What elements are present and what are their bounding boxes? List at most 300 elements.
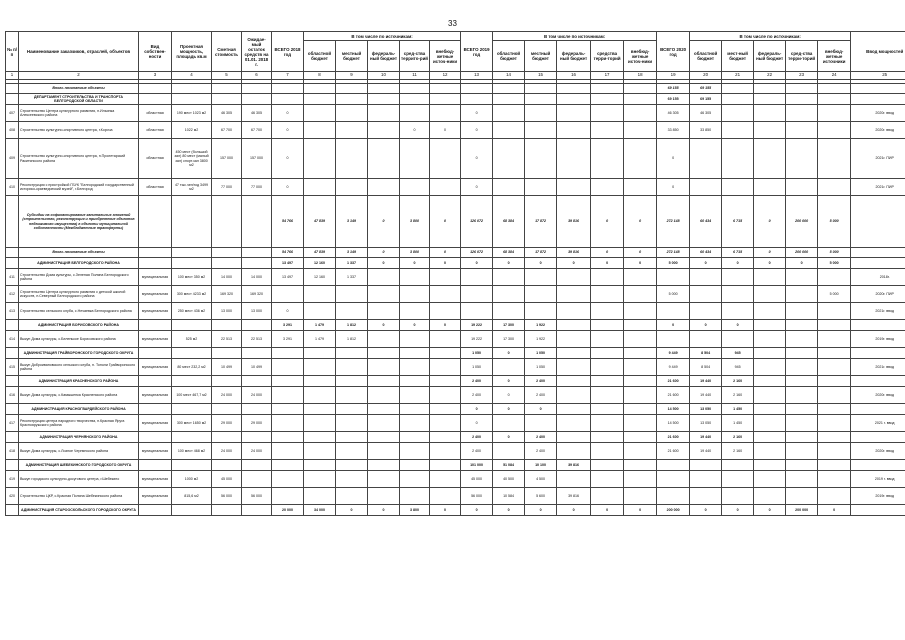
table-cell bbox=[624, 488, 657, 505]
table-cell bbox=[624, 84, 657, 94]
table-cell bbox=[212, 505, 242, 516]
table-cell bbox=[139, 505, 172, 516]
table-cell: Строительство Центра культурного развития, п.Ильинка Алексеевского района bbox=[19, 105, 139, 122]
table-header bbox=[6, 32, 905, 80]
table-cell: 0 bbox=[624, 196, 657, 248]
table-row bbox=[6, 179, 905, 196]
table-cell bbox=[400, 359, 430, 376]
table-cell bbox=[591, 404, 624, 415]
column-number: 14 bbox=[493, 72, 525, 80]
table-cell: 0 bbox=[493, 432, 525, 443]
table-cell bbox=[722, 471, 754, 488]
table-cell: 815,6 м2 bbox=[172, 488, 212, 505]
table-cell bbox=[139, 404, 172, 415]
header-source-2019-3: федераль-ный бюджет bbox=[557, 41, 591, 72]
table-cell: 21 600 bbox=[657, 432, 690, 443]
table-cell bbox=[172, 505, 212, 516]
table-cell: 6 715 bbox=[722, 196, 754, 248]
table-cell: ДЕПАРТАМЕНТ СТРОИТЕЛЬСТВА И ТРАНСПОРТА БЕЛГОРОДСКОЙ ОБЛАСТИ bbox=[19, 94, 139, 105]
table-cell: 0 bbox=[368, 196, 400, 248]
table-cell: 2021г. ввод bbox=[851, 359, 905, 376]
table-cell: 0 bbox=[368, 505, 400, 516]
header-source-2018-2: местный бюджет bbox=[336, 41, 368, 72]
table-cell bbox=[557, 432, 591, 443]
table-cell bbox=[591, 122, 624, 139]
table-cell: 0 bbox=[272, 179, 304, 196]
table-cell: 0 bbox=[400, 258, 430, 269]
table-cell bbox=[430, 348, 461, 359]
table-cell bbox=[430, 179, 461, 196]
column-number: 8 bbox=[304, 72, 336, 80]
table-cell: 0 bbox=[557, 505, 591, 516]
table-cell bbox=[368, 443, 400, 460]
table-cell: 1 337 bbox=[336, 258, 368, 269]
table-cell: 14 000 bbox=[242, 269, 272, 286]
table-cell: 47 839 bbox=[304, 248, 336, 258]
table-cell: 410 bbox=[6, 179, 19, 196]
table-cell: муниципальная bbox=[139, 331, 172, 348]
table-cell bbox=[624, 359, 657, 376]
table-cell: 0 bbox=[722, 258, 754, 269]
table-cell bbox=[786, 488, 818, 505]
table-cell: 272 148 bbox=[657, 248, 690, 258]
table-cell bbox=[591, 415, 624, 432]
table-cell: 0 bbox=[493, 404, 525, 415]
table-cell bbox=[818, 331, 851, 348]
table-cell: 0 bbox=[591, 258, 624, 269]
header-source-2019-4: средства терри-торий bbox=[591, 41, 624, 72]
table-row bbox=[6, 359, 905, 376]
table-cell bbox=[304, 415, 336, 432]
table-cell: 2 400 bbox=[461, 443, 493, 460]
table-cell bbox=[786, 359, 818, 376]
table-cell: 417 bbox=[6, 415, 19, 432]
table-cell bbox=[690, 471, 722, 488]
table-cell bbox=[172, 432, 212, 443]
table-cell: 1000 м2 bbox=[172, 471, 212, 488]
table-cell bbox=[400, 105, 430, 122]
table-cell bbox=[525, 269, 557, 286]
table-cell: 46 305 bbox=[657, 105, 690, 122]
table-row bbox=[6, 387, 905, 404]
table-cell bbox=[242, 404, 272, 415]
table-cell: 77 000 bbox=[242, 179, 272, 196]
table-cell bbox=[818, 269, 851, 286]
table-cell: 56 000 bbox=[461, 488, 493, 505]
header-source-2018-1: областной бюджет bbox=[304, 41, 336, 72]
table-cell bbox=[493, 303, 525, 320]
table-cell bbox=[6, 460, 19, 471]
table-cell: 100 мест 350 м2 bbox=[172, 269, 212, 286]
table-cell: 411 bbox=[6, 269, 19, 286]
table-cell bbox=[242, 94, 272, 105]
table-cell bbox=[304, 443, 336, 460]
table-cell bbox=[242, 84, 272, 94]
table-cell bbox=[172, 196, 212, 248]
table-cell bbox=[272, 376, 304, 387]
table-cell bbox=[430, 471, 461, 488]
table-cell bbox=[430, 303, 461, 320]
table-cell bbox=[557, 331, 591, 348]
table-cell bbox=[272, 415, 304, 432]
table-cell: 0 bbox=[591, 196, 624, 248]
table-cell: Выкуп Дома культуры, с.Беленькое Борисовского района bbox=[19, 331, 139, 348]
table-cell bbox=[525, 179, 557, 196]
table-cell bbox=[557, 359, 591, 376]
table-cell: муниципальная bbox=[139, 443, 172, 460]
table-cell bbox=[304, 387, 336, 404]
table-cell: 19 440 bbox=[690, 376, 722, 387]
table-cell bbox=[400, 286, 430, 303]
table-cell: 0 bbox=[818, 505, 851, 516]
table-cell bbox=[754, 286, 786, 303]
table-cell: муниципальная bbox=[139, 387, 172, 404]
table-cell bbox=[400, 443, 430, 460]
table-cell: 300 мест 1650 м2 bbox=[172, 415, 212, 432]
table-cell: 10 499 bbox=[212, 359, 242, 376]
table-cell bbox=[525, 286, 557, 303]
table-cell: 0 bbox=[461, 105, 493, 122]
table-cell: 1 479 bbox=[304, 331, 336, 348]
column-number: 5 bbox=[212, 72, 242, 80]
table-cell bbox=[139, 84, 172, 94]
table-cell: 2020г. ввод bbox=[851, 443, 905, 460]
table-cell bbox=[430, 460, 461, 471]
table-cell: 413 bbox=[6, 303, 19, 320]
table-cell: 5 000 bbox=[818, 286, 851, 303]
table-cell bbox=[591, 303, 624, 320]
table-cell bbox=[525, 105, 557, 122]
table-cell: муниципальная bbox=[139, 359, 172, 376]
table-cell bbox=[368, 179, 400, 196]
table-cell: 8 504 bbox=[690, 359, 722, 376]
table-cell bbox=[368, 359, 400, 376]
table-cell: 19 222 bbox=[461, 320, 493, 331]
table-cell bbox=[557, 105, 591, 122]
table-cell: 5 000 bbox=[818, 258, 851, 269]
header-num: № п/п bbox=[6, 32, 19, 72]
table-cell: 5 000 bbox=[818, 196, 851, 248]
table-cell bbox=[6, 94, 19, 105]
table-cell bbox=[557, 122, 591, 139]
table-cell bbox=[591, 331, 624, 348]
table-cell bbox=[430, 269, 461, 286]
table-cell bbox=[430, 331, 461, 348]
table-cell: 0 bbox=[690, 505, 722, 516]
table-cell bbox=[722, 269, 754, 286]
table-cell bbox=[493, 139, 525, 179]
table-cell bbox=[851, 376, 905, 387]
table-cell bbox=[557, 404, 591, 415]
table-row bbox=[6, 286, 905, 303]
table-cell bbox=[525, 139, 557, 179]
table-cell: 45 000 bbox=[212, 471, 242, 488]
table-cell: 1 450 bbox=[722, 404, 754, 415]
table-cell bbox=[430, 432, 461, 443]
table-cell bbox=[657, 460, 690, 471]
table-cell bbox=[851, 320, 905, 331]
table-cell: 2 400 bbox=[525, 376, 557, 387]
table-cell bbox=[336, 387, 368, 404]
table-row bbox=[6, 415, 905, 432]
table-cell bbox=[242, 196, 272, 248]
table-cell: 200 000 bbox=[786, 505, 818, 516]
table-cell: АДМИНИСТРАЦИЯ СТАРООСКОЛЬСКОГО ГОРОДСКОГО ОКРУГА bbox=[19, 505, 139, 516]
table-cell: 0 bbox=[722, 320, 754, 331]
table-cell bbox=[754, 269, 786, 286]
table-cell bbox=[400, 387, 430, 404]
table-cell: 0 bbox=[461, 179, 493, 196]
table-cell bbox=[624, 320, 657, 331]
table-cell bbox=[851, 404, 905, 415]
table-row bbox=[6, 488, 905, 505]
table-cell bbox=[657, 471, 690, 488]
table-cell: 200 000 bbox=[657, 505, 690, 516]
table-cell bbox=[430, 415, 461, 432]
table-cell: муниципальная bbox=[139, 415, 172, 432]
table-cell bbox=[557, 286, 591, 303]
table-cell: 0 bbox=[461, 404, 493, 415]
table-cell bbox=[6, 84, 19, 94]
table-cell: 2 160 bbox=[722, 432, 754, 443]
table-cell: 19 440 bbox=[690, 443, 722, 460]
table-cell: 0 bbox=[336, 505, 368, 516]
table-cell bbox=[400, 139, 430, 179]
table-cell: 0 bbox=[754, 196, 786, 248]
table-cell bbox=[304, 471, 336, 488]
table-cell: 21 600 bbox=[657, 376, 690, 387]
table-cell bbox=[818, 122, 851, 139]
header-source-2020-4: сред-ства терри-торий bbox=[786, 41, 818, 72]
table-cell bbox=[400, 404, 430, 415]
column-number: 1 bbox=[6, 72, 19, 80]
table-cell bbox=[754, 94, 786, 105]
table-cell: 13 000 bbox=[212, 303, 242, 320]
table-row bbox=[6, 471, 905, 488]
table-cell bbox=[624, 286, 657, 303]
table-cell bbox=[851, 258, 905, 269]
column-number: 6 bbox=[242, 72, 272, 80]
table-cell: Строительство ЦКР, с.Красная Поляна Шебекинского района bbox=[19, 488, 139, 505]
table-cell bbox=[336, 139, 368, 179]
table-cell bbox=[336, 84, 368, 94]
table-cell bbox=[139, 248, 172, 258]
header-source-2020-5: внебюд-жетные источники bbox=[818, 41, 851, 72]
table-cell bbox=[400, 94, 430, 105]
table-cell bbox=[461, 303, 493, 320]
table-cell bbox=[368, 404, 400, 415]
table-cell bbox=[818, 471, 851, 488]
column-number-row bbox=[6, 72, 905, 80]
table-cell: 272 148 bbox=[657, 196, 690, 248]
table-cell bbox=[754, 320, 786, 331]
table-cell: 1 337 bbox=[336, 269, 368, 286]
table-cell: 3 291 bbox=[272, 320, 304, 331]
table-cell: 0 bbox=[525, 404, 557, 415]
table-cell: 0 bbox=[461, 505, 493, 516]
table-cell: Строительство Дома культуры, с.Зеленая Поляна Белгородского района bbox=[19, 269, 139, 286]
table-cell bbox=[624, 122, 657, 139]
table-cell bbox=[525, 122, 557, 139]
table-cell: АДМИНИСТРАЦИЯ КРАСНОГВАРДЕЙСКОГО РАЙОНА bbox=[19, 404, 139, 415]
header-source-2019-5: внебюд-жетные источ-ники bbox=[624, 41, 657, 72]
table-cell bbox=[818, 460, 851, 471]
table-cell: 13 497 bbox=[272, 258, 304, 269]
table-cell bbox=[754, 331, 786, 348]
header-sources-2019: В том числе по источникам: bbox=[493, 32, 657, 41]
table-cell bbox=[493, 443, 525, 460]
table-cell: муниципальная bbox=[139, 303, 172, 320]
table-cell: 19 222 bbox=[461, 331, 493, 348]
table-cell: 1 050 bbox=[525, 359, 557, 376]
table-cell: 0 bbox=[368, 258, 400, 269]
table-cell bbox=[368, 139, 400, 179]
table-cell: 2 160 bbox=[722, 376, 754, 387]
table-cell bbox=[139, 460, 172, 471]
table-cell: АДМИНИСТРАЦИЯ ЧЕРНЯНСКОГО РАЙОНА bbox=[19, 432, 139, 443]
table-cell bbox=[591, 84, 624, 94]
table-cell bbox=[624, 376, 657, 387]
column-number: 11 bbox=[400, 72, 430, 80]
table-cell: 51 084 bbox=[493, 460, 525, 471]
table-cell: 1 050 bbox=[461, 359, 493, 376]
table-cell: муниципальная bbox=[139, 471, 172, 488]
table-cell bbox=[754, 122, 786, 139]
table-cell: 0 bbox=[591, 505, 624, 516]
table-cell: 0 bbox=[400, 320, 430, 331]
table-cell: Выкуп Доброивановского сельского клуба, п. Тополи Грайворонского района bbox=[19, 359, 139, 376]
column-number: 21 bbox=[722, 72, 754, 80]
table-cell bbox=[754, 471, 786, 488]
table-cell bbox=[690, 460, 722, 471]
table-cell bbox=[368, 94, 400, 105]
table-cell bbox=[754, 84, 786, 94]
table-cell: 2 160 bbox=[722, 387, 754, 404]
header-source-2019-1: областной бюджет bbox=[493, 41, 525, 72]
table-cell: Реконструкция с пристройкой ГБУК "Белгородский государственный историко-краеведческий музей", г.Белгород bbox=[19, 179, 139, 196]
table-cell bbox=[336, 105, 368, 122]
table-cell bbox=[212, 320, 242, 331]
header-source-2018-5: внебюд-жетные источ-ники bbox=[430, 41, 461, 72]
table-cell: 22 513 bbox=[242, 331, 272, 348]
column-number: 17 bbox=[591, 72, 624, 80]
table-cell: 100 мест 467,7 м2 bbox=[172, 387, 212, 404]
table-cell: 0 bbox=[690, 320, 722, 331]
table-cell: 0 bbox=[272, 105, 304, 122]
table-cell: Субсидии на софинансирование капитальных вложений (строительство, реконструкция и приобретение объектов недвижимого имущества) в объекты муниципальной собственности (Межбюджетные трансферты) bbox=[19, 196, 139, 248]
group-header-row bbox=[6, 348, 905, 359]
table-cell bbox=[786, 84, 818, 94]
table-cell bbox=[851, 196, 905, 248]
table-cell: 46 305 bbox=[242, 105, 272, 122]
table-cell bbox=[212, 94, 242, 105]
table-cell: 56 000 bbox=[212, 488, 242, 505]
table-cell bbox=[368, 488, 400, 505]
column-number: 20 bbox=[690, 72, 722, 80]
table-cell: Строительство сельского клуба, с.Нечаевка Белгородского района bbox=[19, 303, 139, 320]
table-cell: 20 000 bbox=[272, 505, 304, 516]
table-cell bbox=[591, 286, 624, 303]
table-cell bbox=[493, 415, 525, 432]
table-cell: Вновь начинаемые объекты bbox=[19, 84, 139, 94]
column-number: 12 bbox=[430, 72, 461, 80]
table-cell bbox=[6, 505, 19, 516]
table-cell bbox=[754, 376, 786, 387]
table-cell: 46 305 bbox=[212, 105, 242, 122]
table-cell: 2018г. bbox=[851, 269, 905, 286]
table-cell: 24 000 bbox=[212, 387, 242, 404]
table-cell bbox=[461, 84, 493, 94]
table-cell bbox=[851, 505, 905, 516]
table-cell bbox=[461, 94, 493, 105]
table-cell: 945 bbox=[722, 359, 754, 376]
table-cell: 0 bbox=[272, 303, 304, 320]
table-cell bbox=[336, 415, 368, 432]
table-cell bbox=[818, 387, 851, 404]
table-cell: 1022 м2 bbox=[172, 122, 212, 139]
table-cell: Строительство культурно-спортивного центра, г.Короча bbox=[19, 122, 139, 139]
table-cell: 39 816 bbox=[557, 196, 591, 248]
table-cell: 80 мест 232,2 м2 bbox=[172, 359, 212, 376]
table-cell: 3 800 bbox=[400, 196, 430, 248]
table-cell: 409 bbox=[6, 139, 19, 179]
table-cell: 250 мест 436 м2 bbox=[172, 303, 212, 320]
table-cell bbox=[272, 443, 304, 460]
table-cell bbox=[139, 376, 172, 387]
table-cell: Выкуп городского культурно-досугового центра, г.Шебекино bbox=[19, 471, 139, 488]
table-cell bbox=[624, 460, 657, 471]
table-cell bbox=[400, 269, 430, 286]
table-cell bbox=[493, 269, 525, 286]
table-cell: 5 000 bbox=[818, 248, 851, 258]
table-cell bbox=[304, 84, 336, 94]
table-cell: 412 bbox=[6, 286, 19, 303]
table-cell bbox=[851, 94, 905, 105]
table-cell bbox=[624, 432, 657, 443]
table-cell: 13 050 bbox=[690, 404, 722, 415]
table-cell: 0 bbox=[461, 258, 493, 269]
column-number: 9 bbox=[336, 72, 368, 80]
table-cell: 69 155 bbox=[690, 84, 722, 94]
table-cell: 126 072 bbox=[461, 248, 493, 258]
table-cell bbox=[139, 258, 172, 269]
table-cell bbox=[624, 179, 657, 196]
table-cell: 39 816 bbox=[557, 248, 591, 258]
table-cell: АДМИНИСТРАЦИЯ ГРАЙВОРОНСКОГО ГОРОДСКОГО ОКРУГА bbox=[19, 348, 139, 359]
table-cell: Вновь начинаемые объекты bbox=[19, 248, 139, 258]
table-cell: 0 bbox=[624, 505, 657, 516]
table-cell bbox=[272, 348, 304, 359]
table-cell: 126 072 bbox=[461, 196, 493, 248]
table-cell bbox=[368, 286, 400, 303]
column-number: 25 bbox=[851, 72, 905, 80]
table-cell bbox=[304, 105, 336, 122]
table-cell bbox=[304, 139, 336, 179]
table-cell bbox=[336, 471, 368, 488]
group-header-row bbox=[6, 376, 905, 387]
table-cell: 0 bbox=[461, 415, 493, 432]
table-cell: 2019г. ввод bbox=[851, 488, 905, 505]
table-cell: 1 922 bbox=[525, 331, 557, 348]
table-cell: 5 000 bbox=[657, 286, 690, 303]
table-cell bbox=[304, 488, 336, 505]
table-cell bbox=[172, 84, 212, 94]
table-cell: 0 bbox=[754, 248, 786, 258]
table-cell: АДМИНИСТРАЦИЯ КРАСНЕНСКОГО РАЙОНА bbox=[19, 376, 139, 387]
table-cell: 2 400 bbox=[525, 432, 557, 443]
table-cell bbox=[786, 94, 818, 105]
table-cell bbox=[786, 320, 818, 331]
